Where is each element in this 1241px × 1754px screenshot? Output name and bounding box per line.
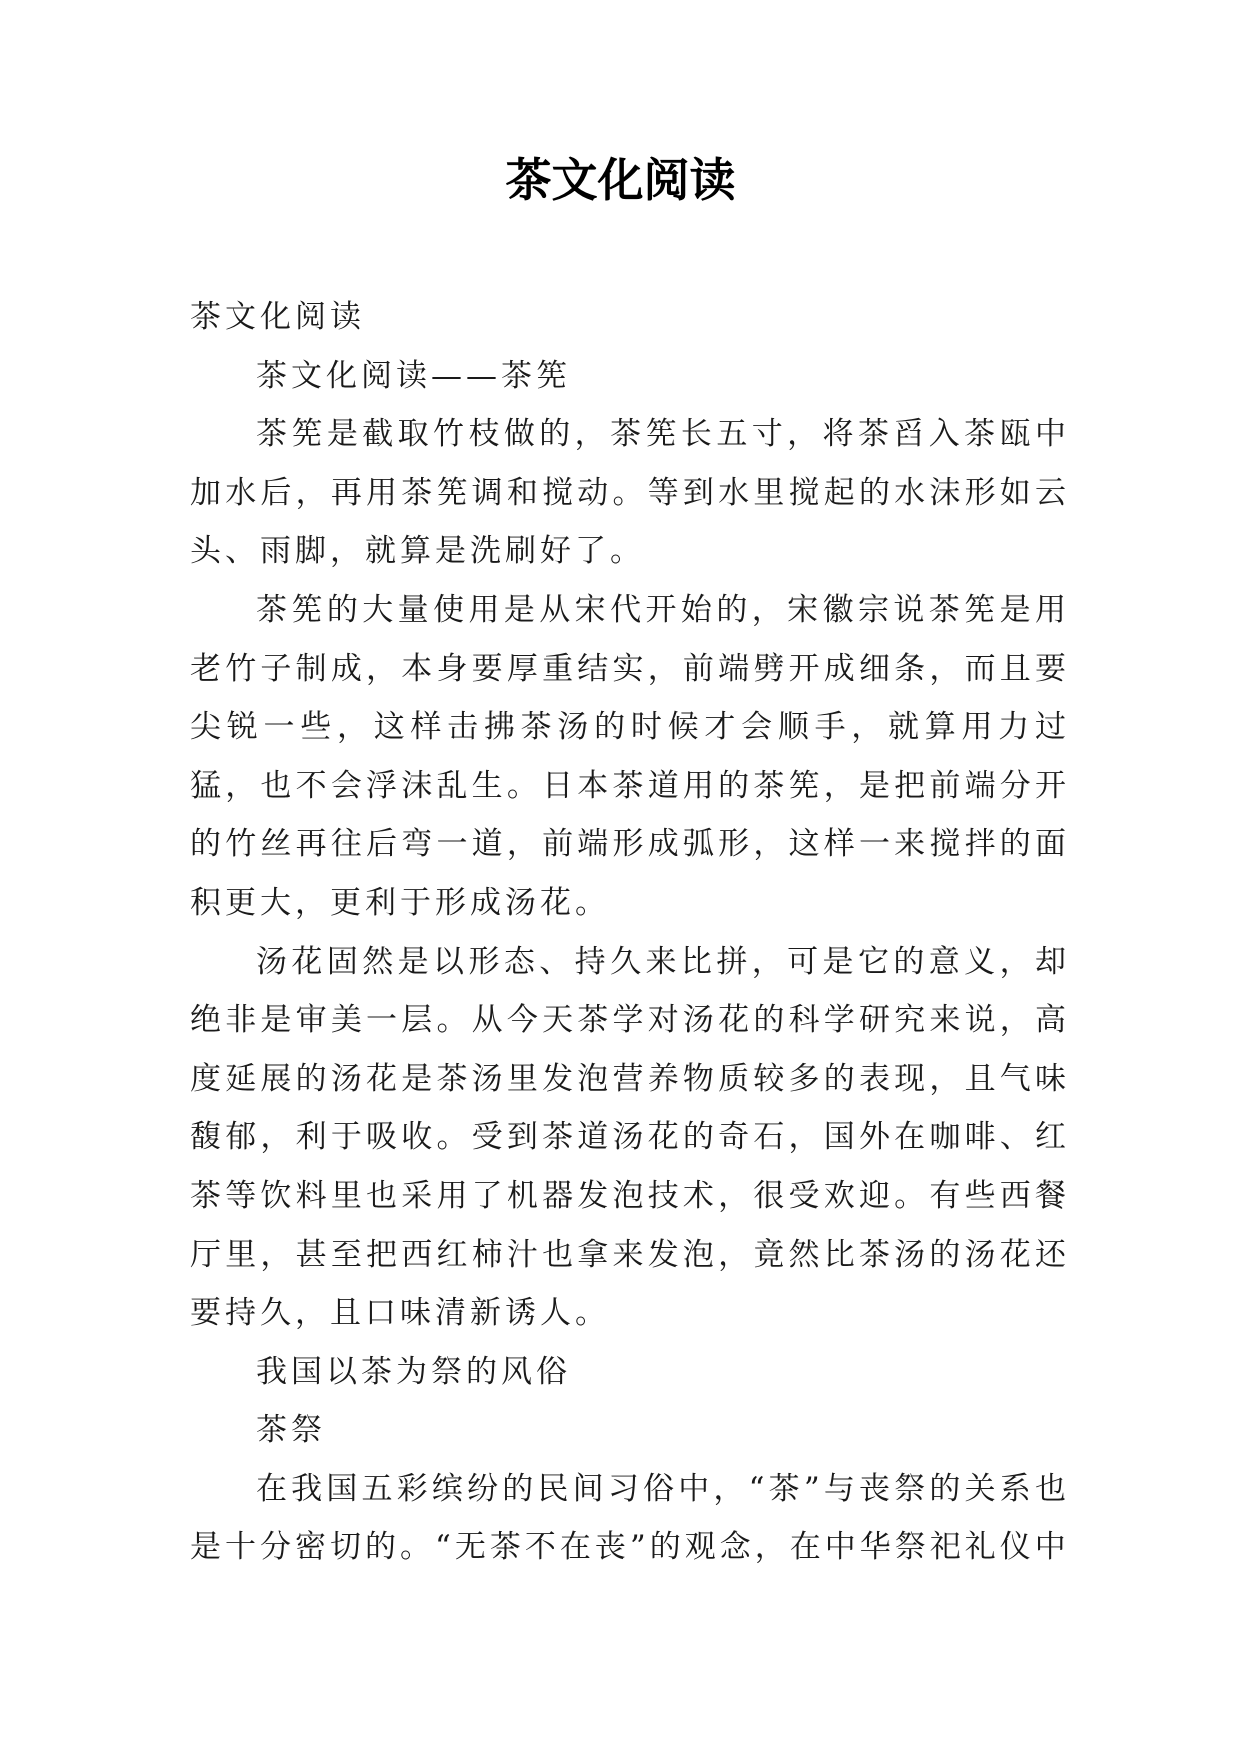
paragraph-doc-heading: 茶文化阅读	[190, 299, 365, 335]
paragraph: 在我国五彩缤纷的民间习俗中，“茶”与丧祭的关系也是十分密切的。“无茶不在丧”的观念，在中华祭祀礼仪中	[190, 1470, 1070, 1566]
paragraph: 汤花固然是以形态、持久来比拼，可是它的意义，却绝非是审美一层。从今天茶学对汤花的科学研究来说，高度延展的汤花是茶汤里发泡营养物质较多的表现，且气味馥郁，利于吸收。受到茶道汤花的奇石，国外在咖啡、红茶等饮料里也采用了机器发泡技术，很受欢迎。有些西餐厅里，甚至把西红柿汁也拿来发泡，竟然比茶汤的汤花还要持久，且口味清新诱人。	[190, 943, 1070, 1332]
document-body	[190, 288, 1070, 1577]
paragraph-subheading-chaji: 茶祭	[256, 1412, 326, 1449]
paragraph-section-heading-chaxian: 茶文化阅读——茶筅	[256, 357, 571, 394]
page-title: 茶文化阅读	[505, 153, 736, 207]
paragraph-section-heading-tea-ritual: 我国以茶为祭的风俗	[256, 1353, 571, 1390]
paragraph: 茶筅是截取竹枝做的，茶筅长五寸，将茶舀入茶瓯中加水后，再用茶筅调和搅动。等到水里搅起的水沫形如云头、雨脚，就算是洗刷好了。	[190, 416, 1070, 570]
paragraph: 茶筅的大量使用是从宋代开始的，宋徽宗说茶筅是用老竹子制成，本身要厚重结实，前端劈开成细条，而且要尖锐一些，这样击拂茶汤的时候才会顺手，就算用力过猛，也不会浮沫乱生。日本茶道用的茶筅，是把前端分开的竹丝再往后弯一道，前端形成弧形，这样一来搅拌的面积更大，更利于形成汤花。	[190, 591, 1070, 921]
